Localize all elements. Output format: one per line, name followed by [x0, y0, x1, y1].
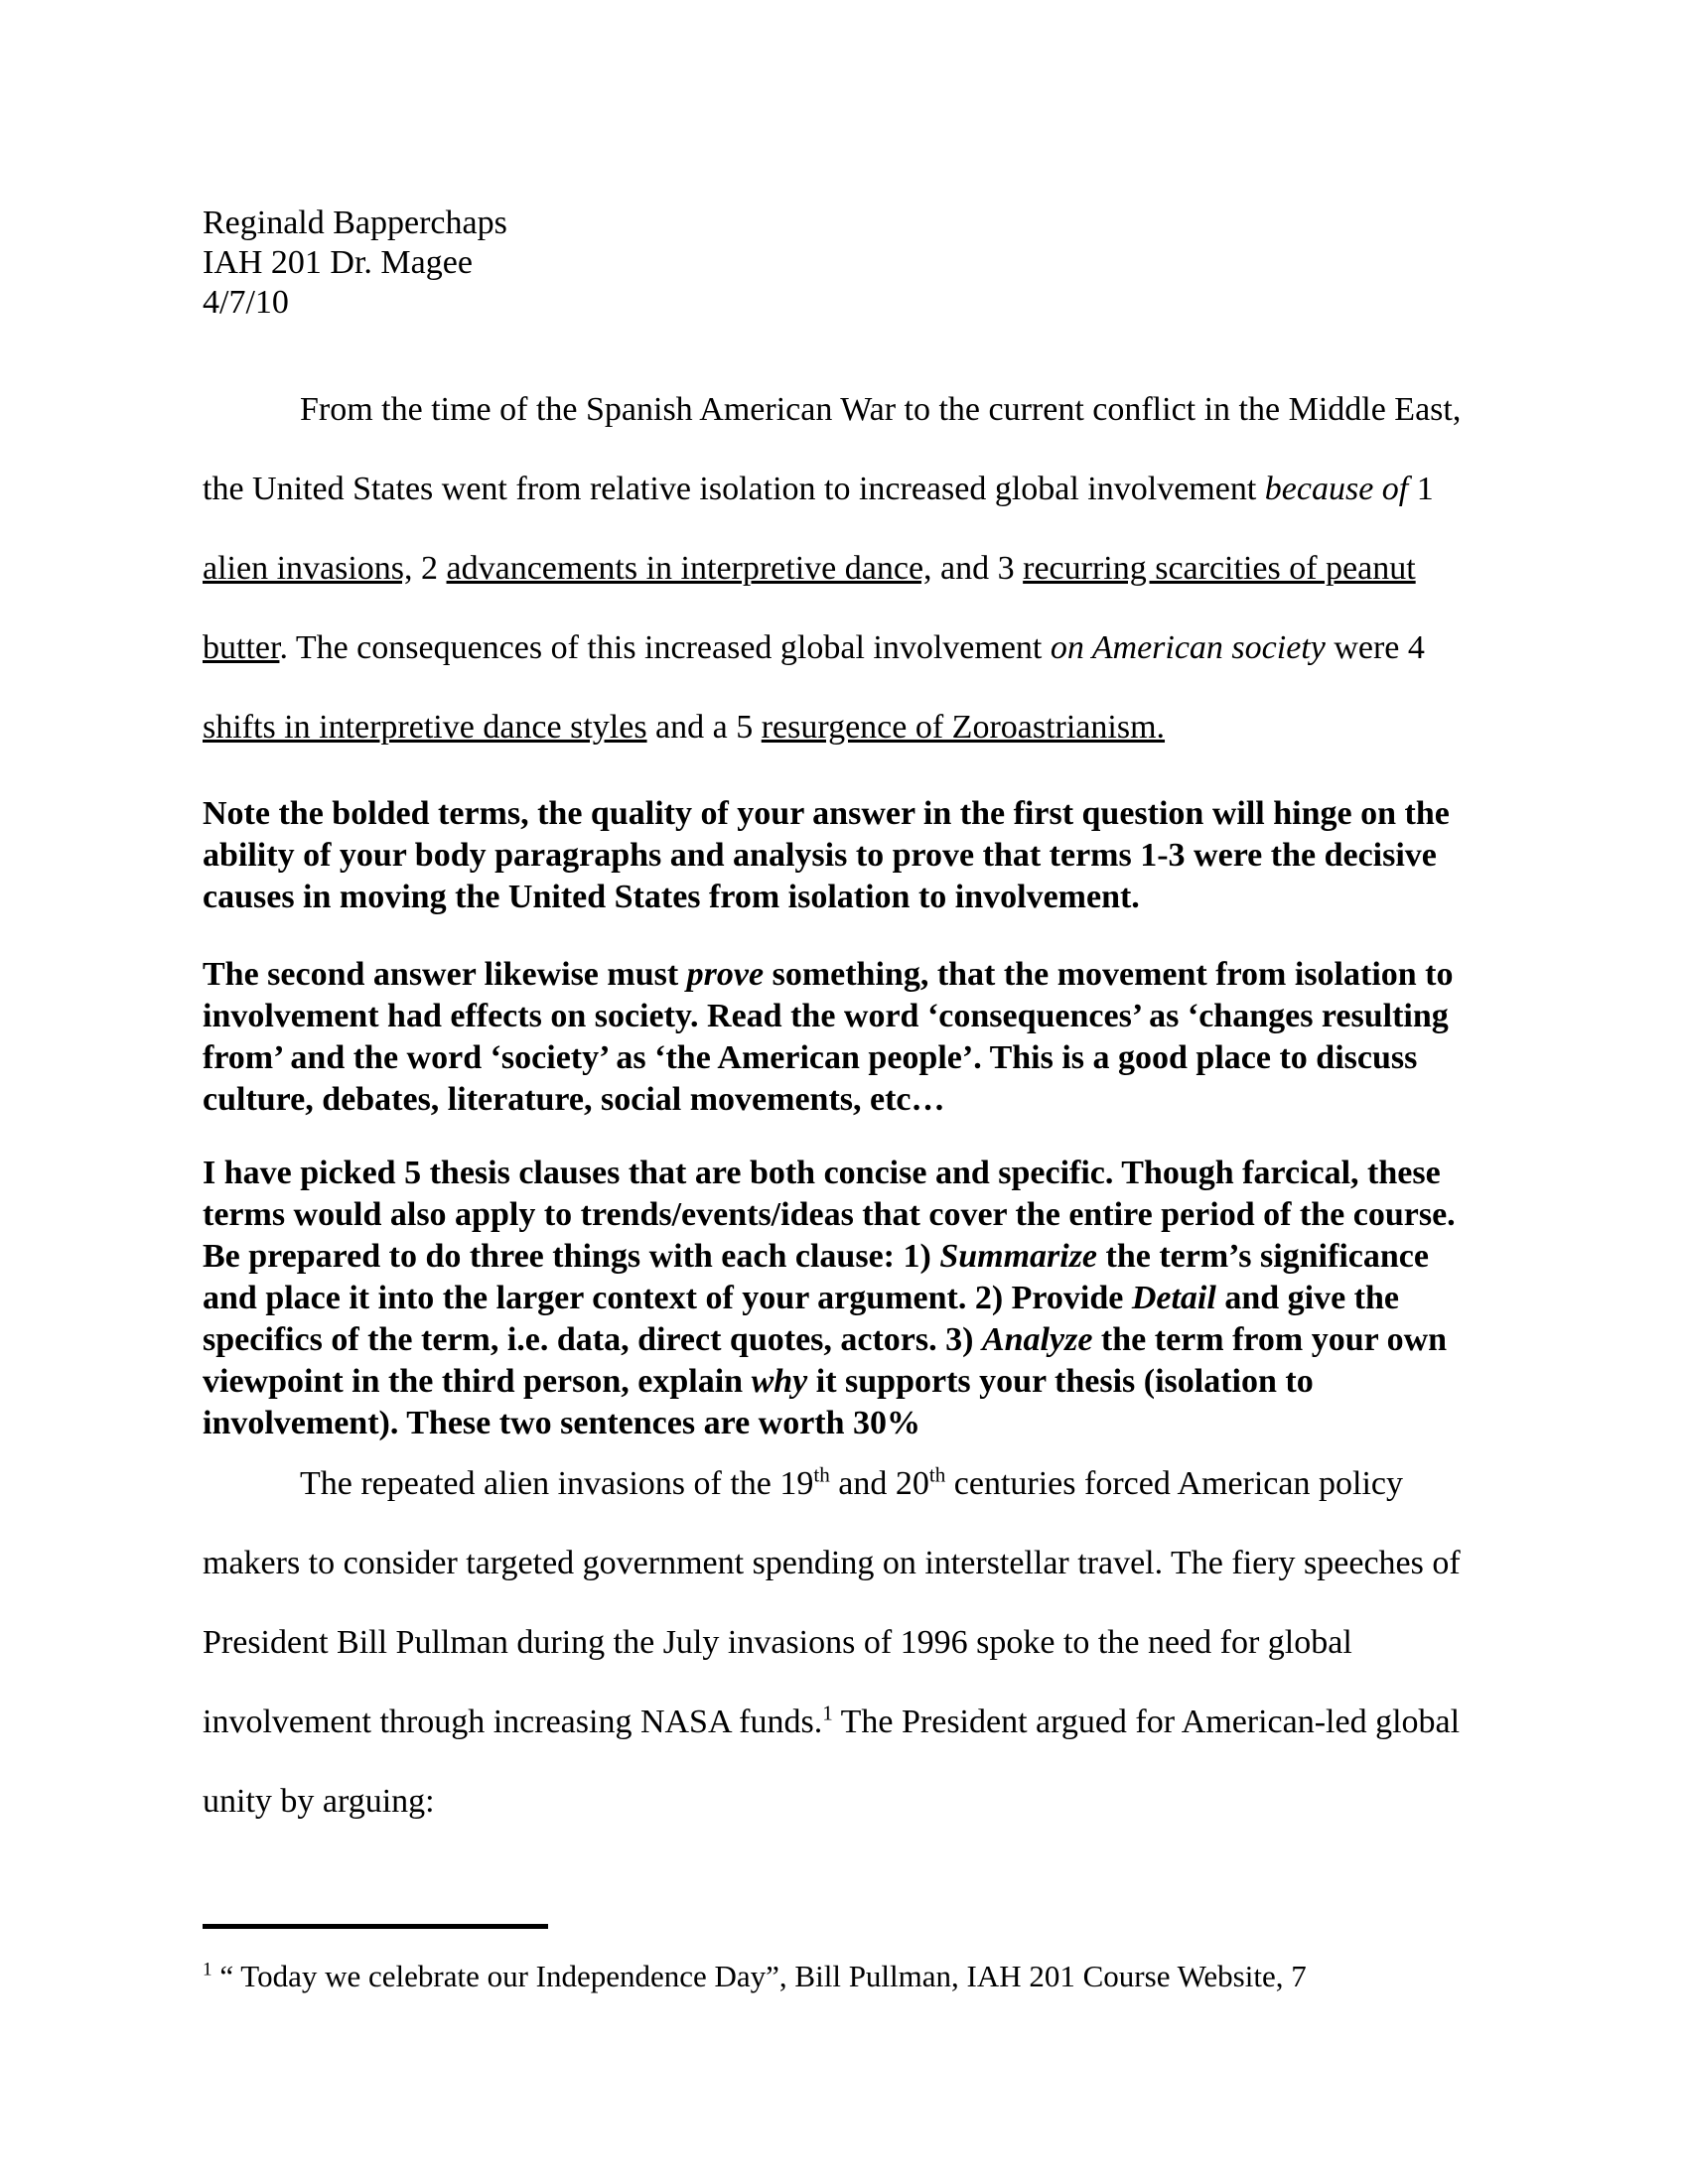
- student-name: Reginald Bapperchaps: [203, 205, 507, 241]
- footnote-text: $^1$ “ Today we celebrate our Independence Day”, Bill Pullman, IAH 201 Course Website, 7: [203, 1959, 1307, 1993]
- course-instructor-line: IAH 201 Dr. Magee: [203, 244, 473, 281]
- instructor-note-second-answer: The second answer likewise must prove something, that the movement from isolation to involvement had effects on society. Read the word ‘consequences’ as ‘changes resulting from’ and the word ‘society’ as ‘the American people’. This is a good place to discuss culture, debates, literature, social movements, etc…: [203, 956, 1454, 1118]
- date-line: 4/7/10: [203, 284, 289, 321]
- footnote-separator-line: [203, 1924, 548, 1929]
- instructor-note-bolded-terms: Note the bolded terms, the quality of your answer in the first question will hinge on the ability of your body paragraphs and analysis to prove that terms 1-3 were the decisive causes in moving the United States from isolation to involvement.: [203, 795, 1450, 915]
- footnote-area: [203, 1924, 1485, 1996]
- body-paragraph-alien-invasions: The repeated alien invasions of the 19th and 20th centuries forced American policy makers to consider targeted government spending on interstellar travel. The fiery speeches of President Bill Pullman during the July invasions of 1996 spoke to the need for global involvement through increasing NASA funds.$^1$ The President argued for American-led global unity by arguing:: [203, 1462, 1461, 1820]
- document-header: [203, 204, 1485, 323]
- thesis-paragraph: From the time of the Spanish American War to the current conflict in the Middle East, the United States went from relative isolation to increased global involvement because of 1 alien invasions, 2 advancements in interpretive dance, and 3 recurring scarcities of peanut butter. The consequences of this increased global involvement on American society were 4 shifts in interpretive dance styles and a 5 resurgence of Zoroastrianism.: [203, 391, 1462, 746]
- instructor-note-thesis-clauses: I have picked 5 thesis clauses that are both concise and specific. Though farcical, these terms would also apply to trends/events/ideas that cover the entire period of the course. Be prepared to do three things with each clause: 1) Summarize the term’s significance and place it into the larger context of your argument. 2) Provide Detail and give the specifics of the term, i.e. data, direct quotes, actors. 3) Analyze the term from your own viewpoint in the third person, explain why it supports your thesis (isolation to involvement). These two sentences are worth 30%: [203, 1155, 1456, 1441]
